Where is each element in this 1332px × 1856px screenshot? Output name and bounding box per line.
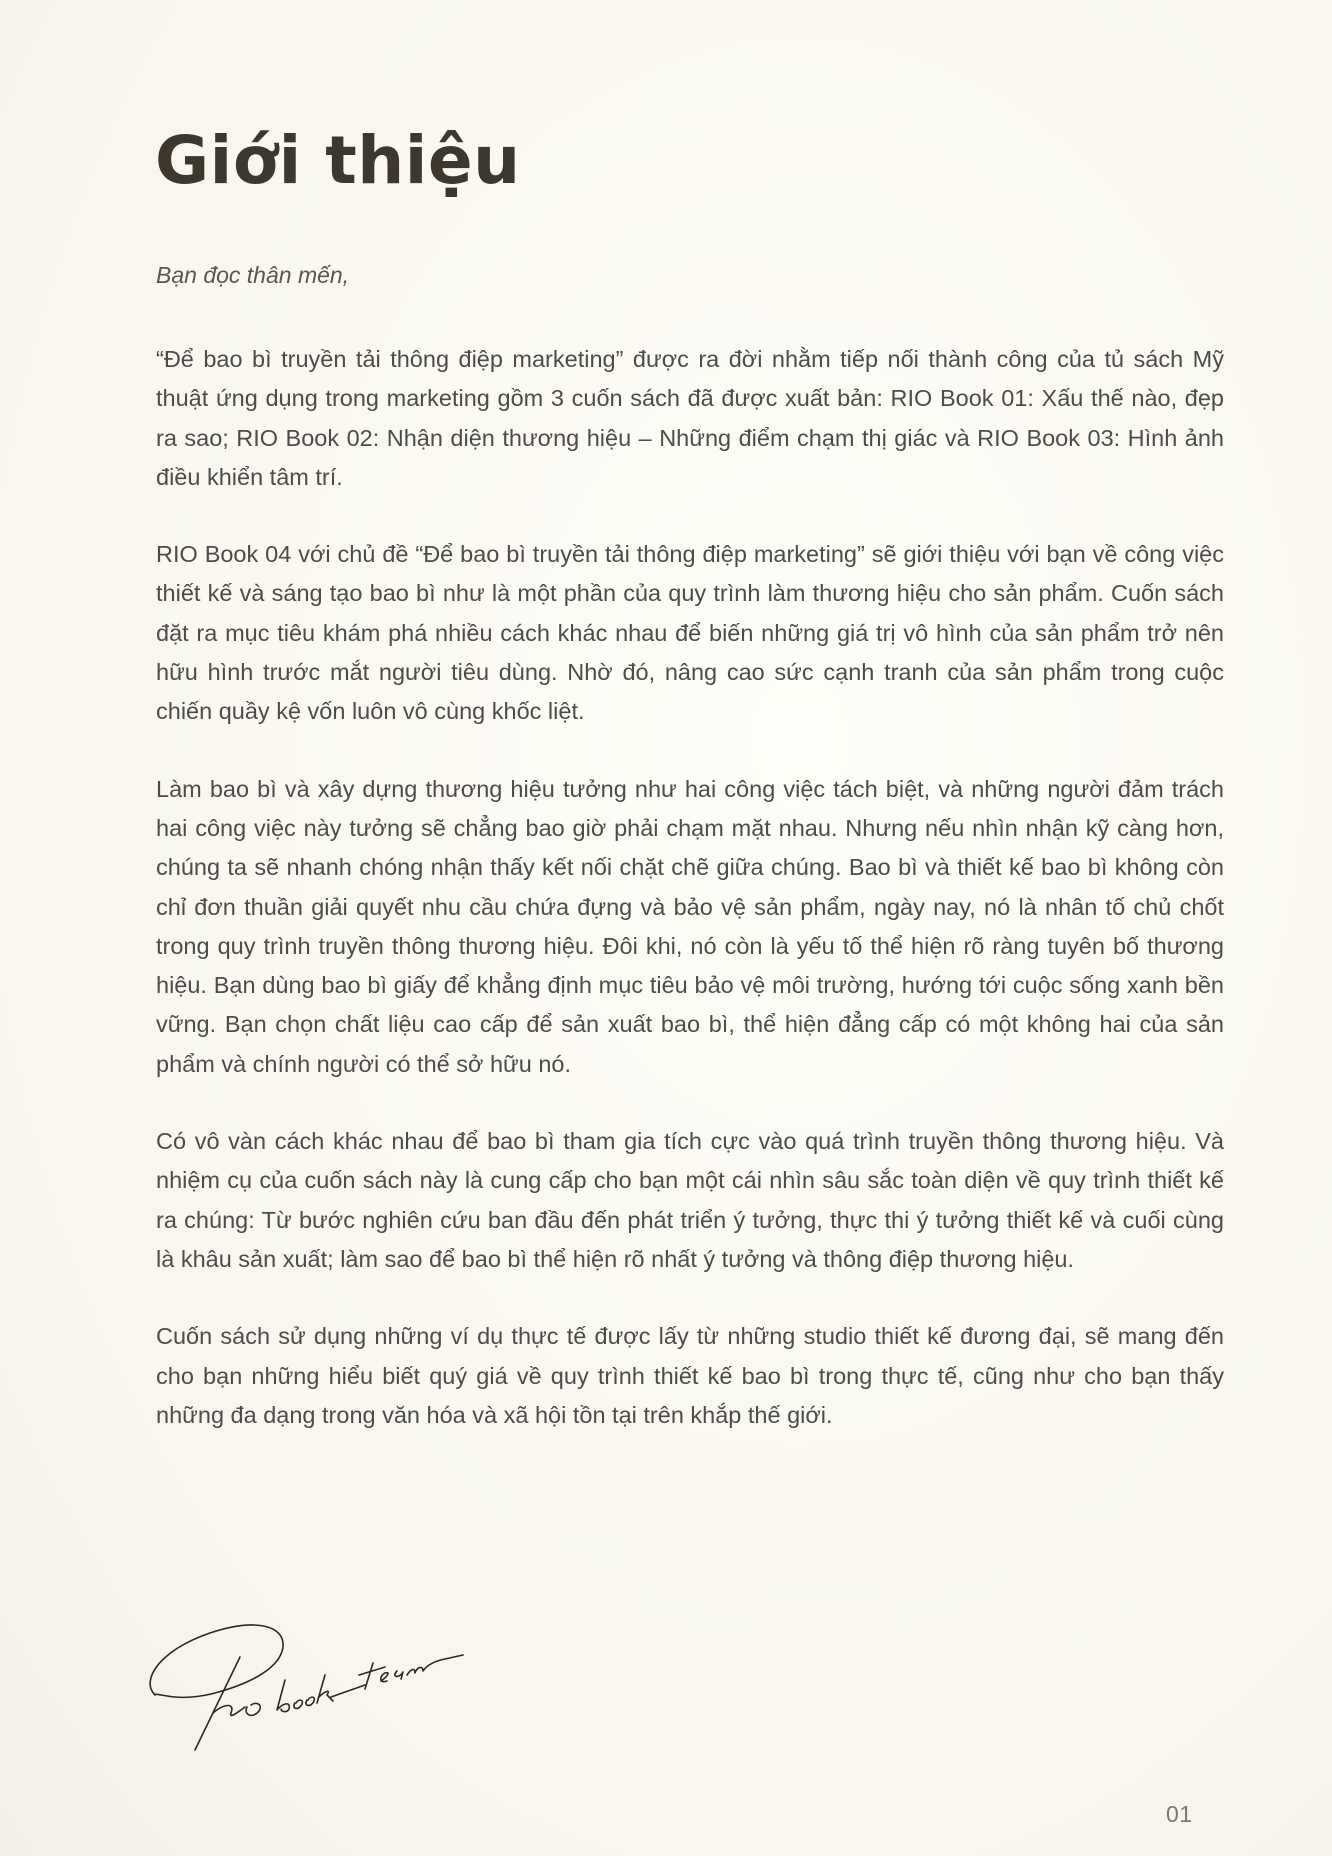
page-number: 01 [1166, 1801, 1193, 1827]
paragraph-2: RIO Book 04 với chủ đề “Để bao bì truyền tải thông điệp marketing” sẽ giới thiệu với bạn về công việc thiết kế và sáng tạo bao bì như là một phần của quy trình làm thương hiệu cho sản phẩm. Cuốn sách đặt ra mục tiêu khám phá nhiều cách khác nhau để biến những giá trị vô hình của sản phẩm trở nên hữu hình trước mắt người tiêu dùng. Nhờ đó, nâng cao sức cạnh tranh của sản phẩm trong cuộc chiến quầy kệ vốn luôn vô cùng khốc liệt. [156, 541, 1224, 725]
signature-icon [135, 1585, 465, 1760]
paragraph-4: Có vô vàn cách khác nhau để bao bì tham gia tích cực vào quá trình truyền thông thương hiệu. Và nhiệm cụ của cuốn sách này là cung cấp cho bạn một cái nhìn sâu sắc toàn diện về quy trình thiết kế ra chúng: Từ bước nghiên cứu ban đầu đến phát triển ý tưởng, thực thi ý tưởng thiết kế và cuối cùng là khâu sản xuất; làm sao để bao bì thể hiện rõ nhất ý tưởng và thông điệp thương hiệu. [156, 1128, 1224, 1272]
paragraph-1: “Để bao bì truyền tải thông điệp marketing” được ra đời nhằm tiếp nối thành công của tủ sách Mỹ thuật ứng dụng trong marketing gồm 3 cuốn sách đã được xuất bản: RIO Book 01: Xấu thế nào, đẹp ra sao; RIO Book 02: Nhận diện thương hiệu – Những điểm chạm thị giác và RIO Book 03: Hình ảnh điều khiển tâm trí. [156, 346, 1224, 490]
paragraph-5: Cuốn sách sử dụng những ví dụ thực tế được lấy từ những studio thiết kế đương đại, sẽ mang đến cho bạn những hiểu biết quý giá về quy trình thiết kế bao bì trong thực tế, cũng như cho bạn thấy những đa dạng trong văn hóa và xã hội tồn tại trên khắp thế giới. [156, 1323, 1224, 1428]
page-title: Giới thiệu [155, 122, 521, 199]
signature-image [135, 1585, 465, 1760]
paragraph-3: Làm bao bì và xây dựng thương hiệu tưởng như hai công việc tách biệt, và những người đảm trách hai công việc này tưởng sẽ chẳng bao giờ phải chạm mặt nhau. Nhưng nếu nhìn nhận kỹ càng hơn, chúng ta sẽ nhanh chóng nhận thấy kết nối chặt chẽ giữa chúng. Bao bì và thiết kế bao bì không còn chỉ đơn thuần giải quyết nhu cầu chứa đựng và bảo vệ sản phẩm, ngày nay, nó là nhân tố chủ chốt trong quy trình truyền thông thương hiệu. Đôi khi, nó còn là yếu tố thể hiện rõ ràng tuyên bố thương hiệu. Bạn dùng bao bì giấy để khẳng định mục tiêu bảo vệ môi trường, hướng tới cuộc sống xanh bền vững. Bạn chọn chất liệu cao cấp để sản xuất bao bì, thể hiện đẳng cấp có một không hai của sản phẩm và chính người có thể sở hữu nó. [156, 775, 1224, 1077]
salutation: Bạn đọc thân mến, [156, 262, 350, 288]
body-text [156, 340, 1224, 1473]
